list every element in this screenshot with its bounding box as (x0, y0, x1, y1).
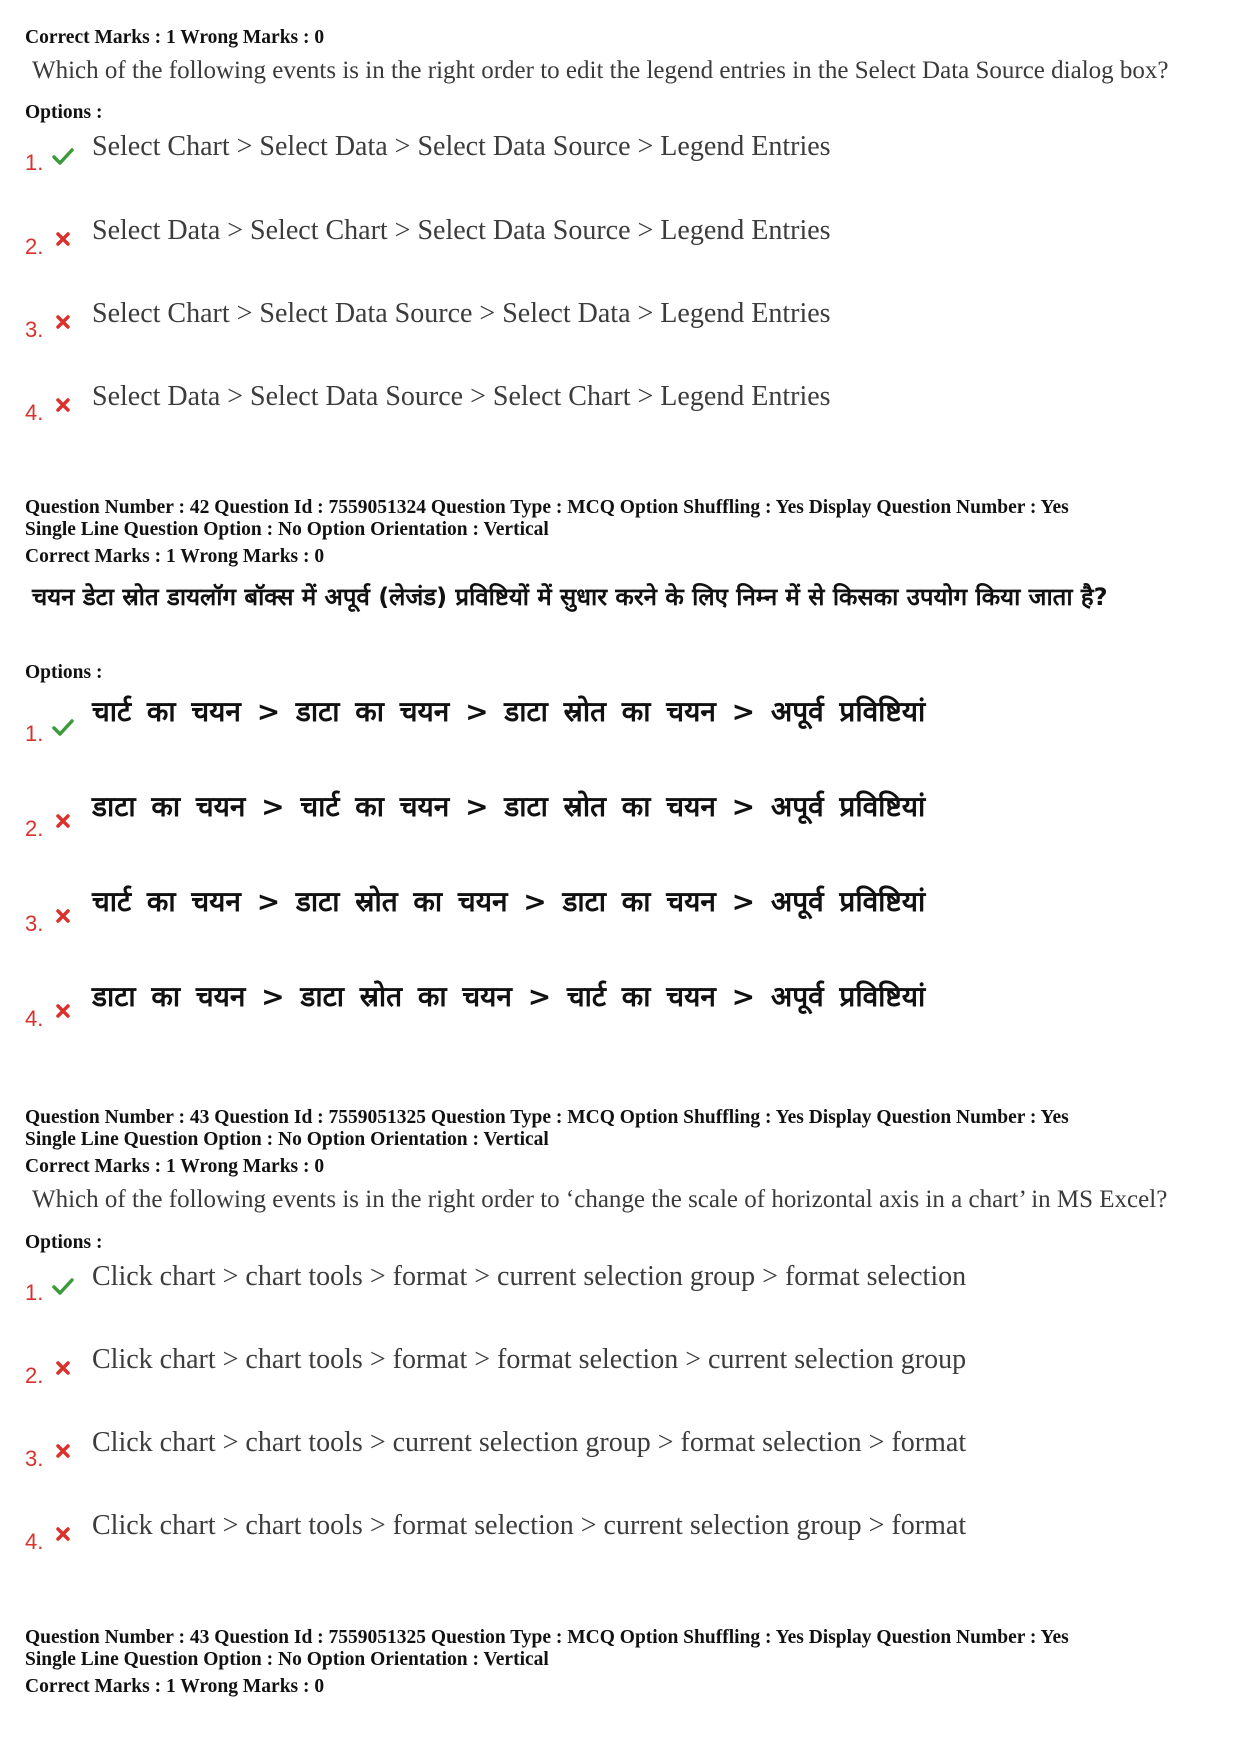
option-text[interactable]: Click chart > chart tools > format selection > current selection group > format (92, 1510, 967, 1541)
option-number: 3. (25, 911, 44, 936)
option-text[interactable]: Click chart > chart tools > format > current selection group > format selection (92, 1261, 967, 1292)
marks-line: Correct Marks : 1 Wrong Marks : 0 (25, 1156, 325, 1177)
option-number: 4. (25, 400, 44, 425)
option-number: 4. (25, 1529, 44, 1554)
option-number: 2. (25, 1363, 44, 1388)
option-number: 2. (25, 816, 44, 841)
question-text: Which of the following events is in the right order to ‘change the scale of horizontal axis in a chart’ in MS Excel? (32, 1186, 1168, 1213)
marks-line: Correct Marks : 1 Wrong Marks : 0 (25, 546, 325, 567)
option-number: 3. (25, 317, 44, 342)
cross-icon (54, 313, 76, 335)
option-text[interactable]: Click chart > chart tools > current selection group > format selection > format (92, 1427, 967, 1458)
option-text[interactable]: Select Chart > Select Data Source > Select Data > Legend Entries (92, 298, 831, 329)
cross-icon (54, 1002, 76, 1024)
marks-line: Correct Marks : 1 Wrong Marks : 0 (25, 1676, 325, 1697)
question-text: चयन डेटा स्रोत डायलॉग बॉक्स में अपूर्व (लेजंड) प्रविष्टियों में सुधार करने के लिए निम्न में से किसका उपयोग किया जाता है? (32, 583, 1108, 611)
option-number: 1. (25, 150, 44, 175)
cross-icon (54, 396, 76, 418)
question-header-options: Single Line Question Option : No Option Orientation : Vertical (25, 1129, 549, 1150)
cross-icon (54, 1359, 76, 1381)
options-label: Options : (25, 1232, 103, 1253)
cross-icon (54, 907, 76, 929)
option-text[interactable]: चार्ट का चयन > डाटा स्रोत का चयन > डाटा का चयन > अपूर्व प्रविष्टियां (92, 885, 926, 918)
option-text[interactable]: डाटा का चयन > चार्ट का चयन > डाटा स्रोत का चयन > अपूर्व प्रविष्टियां (92, 790, 926, 823)
option-number: 3. (25, 1446, 44, 1471)
question-text: Which of the following events is in the right order to edit the legend entries in the Select Data Source dialog box? (32, 57, 1169, 84)
check-icon (52, 146, 74, 168)
option-text[interactable]: Select Data > Select Chart > Select Data Source > Legend Entries (92, 215, 831, 246)
option-text[interactable]: Select Chart > Select Data > Select Data Source > Legend Entries (92, 131, 831, 162)
question-header-options: Single Line Question Option : No Option Orientation : Vertical (25, 1649, 549, 1670)
options-label: Options : (25, 662, 103, 683)
question-header: Question Number : 42 Question Id : 7559051324 Question Type : MCQ Option Shuffling : Yes Display Question Number : Yes (25, 497, 1069, 518)
option-number: 2. (25, 234, 44, 259)
question-header: Question Number : 43 Question Id : 7559051325 Question Type : MCQ Option Shuffling : Yes Display Question Number : Yes (25, 1107, 1069, 1128)
options-label: Options : (25, 102, 103, 123)
option-number: 4. (25, 1006, 44, 1031)
option-text[interactable]: डाटा का चयन > डाटा स्रोत का चयन > चार्ट का चयन > अपूर्व प्रविष्टियां (92, 980, 926, 1013)
cross-icon (54, 1525, 76, 1547)
option-number: 1. (25, 1280, 44, 1305)
option-number: 1. (25, 721, 44, 746)
check-icon (52, 1276, 74, 1298)
option-text[interactable]: चार्ट का चयन > डाटा का चयन > डाटा स्रोत का चयन > अपूर्व प्रविष्टियां (92, 695, 926, 728)
marks-line: Correct Marks : 1 Wrong Marks : 0 (25, 27, 325, 48)
cross-icon (54, 230, 76, 252)
check-icon (52, 717, 74, 739)
option-text[interactable]: Select Data > Select Data Source > Select Chart > Legend Entries (92, 381, 831, 412)
question-header-options: Single Line Question Option : No Option Orientation : Vertical (25, 519, 549, 540)
question-header: Question Number : 43 Question Id : 7559051325 Question Type : MCQ Option Shuffling : Yes Display Question Number : Yes (25, 1627, 1069, 1648)
cross-icon (54, 812, 76, 834)
option-text[interactable]: Click chart > chart tools > format > format selection > current selection group (92, 1344, 967, 1375)
cross-icon (54, 1442, 76, 1464)
